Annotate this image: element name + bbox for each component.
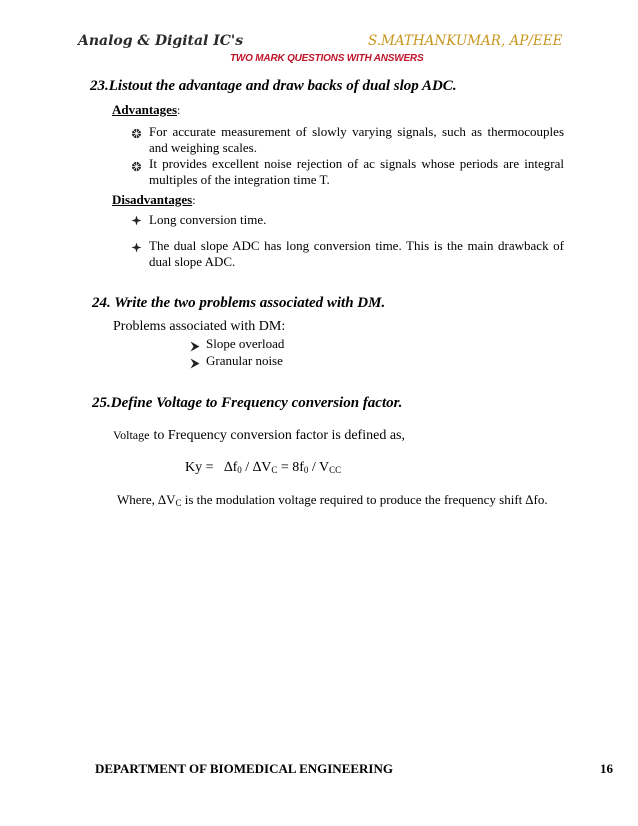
q24-item-1: Slope overload — [206, 336, 285, 351]
q25-def-word: Voltage — [113, 428, 150, 442]
q25-def-rest: to Frequency conversion factor is defined as, — [153, 428, 405, 443]
doc-header-title: Analog & Digital IC's — [78, 33, 244, 49]
q24-item-2: Granular noise — [206, 353, 283, 368]
advantage-item-2: It provides excellent noise rejection of ac signals whose periods are integral multiples of the integration time T. — [149, 156, 564, 187]
q25-definition — [113, 426, 405, 444]
advantages-heading-row: Advantages: — [112, 102, 181, 117]
q25-formula: Ky = $\Delta f_0 / \Delta V_C = 8f_0 / V_{CC}$ — [185, 460, 342, 475]
diamond-icon — [131, 240, 142, 258]
disadvantage-item-2: The dual slope ADC has long conversion time. This is the main drawback of dual slope ADC. — [149, 238, 564, 269]
doc-header-author: S.MATHANKUMAR, AP/EEE — [368, 33, 563, 49]
advantage-item-1: For accurate measurement of slowly varying signals, such as thermocouples and weighing scales. — [149, 124, 564, 155]
diamond-icon — [131, 213, 142, 231]
question-23-title: 23.Listout the advantage and draw backs of dual slop ADC. — [90, 78, 457, 94]
disadvantages-heading-row: Disadvantages: — [112, 192, 196, 207]
footer-department: DEPARTMENT OF BIOMEDICAL ENGINEERING — [95, 761, 393, 776]
snowflake-icon — [131, 126, 142, 144]
doc-header-subtitle: TWO MARK QUESTIONS WITH ANSWERS — [230, 53, 424, 64]
q25-where: Where, $\Delta V_C$ is the modulation voltage required to produce the frequency shift ∆fo. — [117, 492, 548, 508]
question-24-title: 24. Write the two problems associated with DM. — [92, 295, 386, 311]
arrowhead-icon — [190, 339, 200, 357]
advantages-heading: Advantages — [112, 102, 178, 117]
disadvantage-item-1: Long conversion time. — [149, 212, 267, 227]
arrowhead-icon — [190, 356, 200, 374]
snowflake-icon — [131, 159, 142, 177]
q24-intro: Problems associated with DM: — [113, 319, 286, 334]
question-25-title: 25.Define Voltage to Frequency conversion factor. — [92, 395, 403, 411]
disadvantages-heading: Disadvantages — [112, 192, 193, 207]
page-number: 16 — [600, 761, 613, 776]
